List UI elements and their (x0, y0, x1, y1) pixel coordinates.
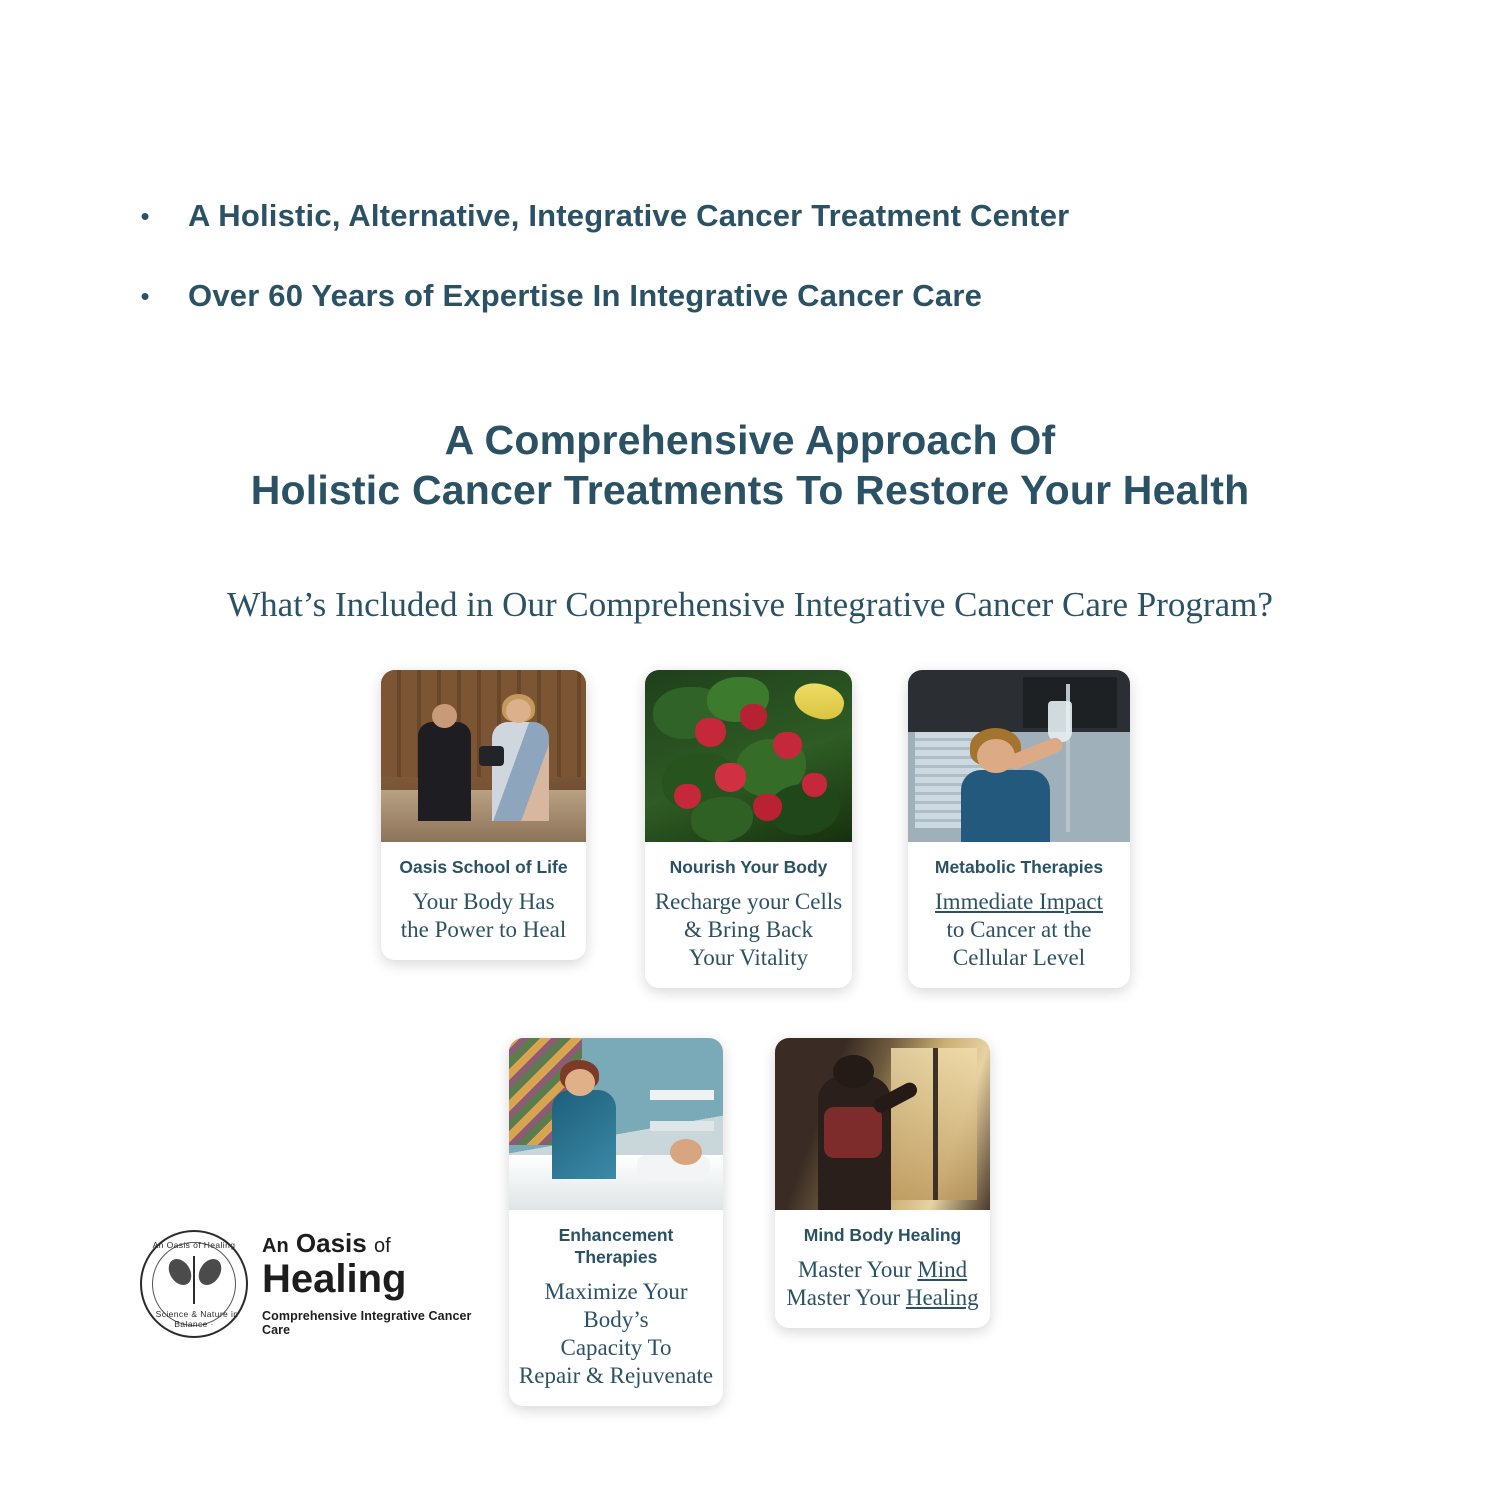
bullet-text: Over 60 Years of Expertise In Integrative Cancer Care (188, 278, 983, 313)
card-caption-plain: Master Your (786, 1285, 906, 1310)
logo-seal-bottom-text: · Science & Nature in Balance · (149, 1309, 239, 1329)
card-caption-line (783, 1256, 982, 1284)
card-caption-line: Recharge your Cells (654, 889, 843, 914)
bullet-dot-icon: • (140, 201, 150, 231)
brand-logo[interactable] (140, 1228, 480, 1353)
card-caption-line (783, 1284, 982, 1312)
logo-word-healing: Healing (262, 1257, 407, 1301)
photo-therapist-treating-patient (509, 1038, 723, 1210)
card-title: Nourish Your Body (669, 857, 828, 877)
program-card-nourish-your-body[interactable] (645, 670, 852, 988)
photo-kale-strawberry-salad (645, 670, 852, 842)
program-card-metabolic-therapies[interactable] (908, 670, 1130, 988)
logo-seal-icon (140, 1230, 248, 1338)
photo-couple-in-kitchen (381, 670, 586, 842)
card-caption (509, 1270, 723, 1406)
card-caption (908, 880, 1130, 988)
program-card-enhancement-therapies[interactable] (509, 1038, 723, 1406)
page-title (0, 415, 1500, 515)
card-caption-underlined: Healing (905, 1285, 979, 1310)
logo-tagline: Comprehensive Integrative Cancer Care (262, 1309, 472, 1337)
card-title: Oasis School of Life (399, 857, 568, 877)
card-caption-plain: Master Your (797, 1257, 918, 1282)
card-caption-underlined: Mind (917, 1257, 968, 1282)
card-caption-line: Immediate Impact (935, 889, 1103, 914)
card-title-line: Therapies (574, 1247, 658, 1267)
logo-word-oasis: Oasis (295, 1228, 367, 1258)
program-card-oasis-school-of-life[interactable] (381, 670, 586, 960)
card-caption (775, 1248, 990, 1328)
logo-seal-top-text: An Oasis of Healing (152, 1240, 236, 1250)
bullet-dot-icon: • (140, 281, 150, 311)
logo-word-an: An (262, 1235, 289, 1257)
card-caption-line: Maximize Your Body’s (544, 1279, 688, 1332)
logo-word-of: of (373, 1235, 391, 1257)
list-item (130, 276, 1380, 316)
card-caption-line: Capacity To (560, 1335, 672, 1360)
card-caption-line: the Power to Heal (400, 917, 567, 942)
logo-wordmark (262, 1228, 480, 1337)
photo-woman-at-window (775, 1038, 990, 1210)
section-subheading: What’s Included in Our Comprehensive Integrative Cancer Care Program? (227, 585, 1273, 624)
program-card-mind-body-healing[interactable] (775, 1038, 990, 1328)
card-title: Mind Body Healing (803, 1225, 962, 1245)
photo-nurse-with-iv-bag (908, 670, 1130, 842)
card-caption-line: to Cancer at the (946, 917, 1092, 942)
card-caption-line: Your Body Has (412, 889, 555, 914)
page-title-line-1: A Comprehensive Approach Of (444, 417, 1056, 463)
page-title-line-2: Holistic Cancer Treatments To Restore Your Health (250, 467, 1250, 513)
card-caption-line: Your Vitality (688, 945, 809, 970)
card-title-line: Enhancement (558, 1225, 674, 1245)
bullet-text: A Holistic, Alternative, Integrative Cancer Treatment Center (188, 198, 1070, 233)
card-caption (381, 880, 586, 960)
card-title (509, 1210, 723, 1270)
list-item (130, 196, 1380, 236)
card-caption-line: & Bring Back (683, 917, 814, 942)
card-caption-line: Cellular Level (952, 945, 1086, 970)
card-caption (645, 880, 852, 988)
card-title: Metabolic Therapies (934, 857, 1104, 877)
bullet-list (130, 196, 1380, 356)
card-caption-line: Repair & Rejuvenate (518, 1363, 714, 1388)
